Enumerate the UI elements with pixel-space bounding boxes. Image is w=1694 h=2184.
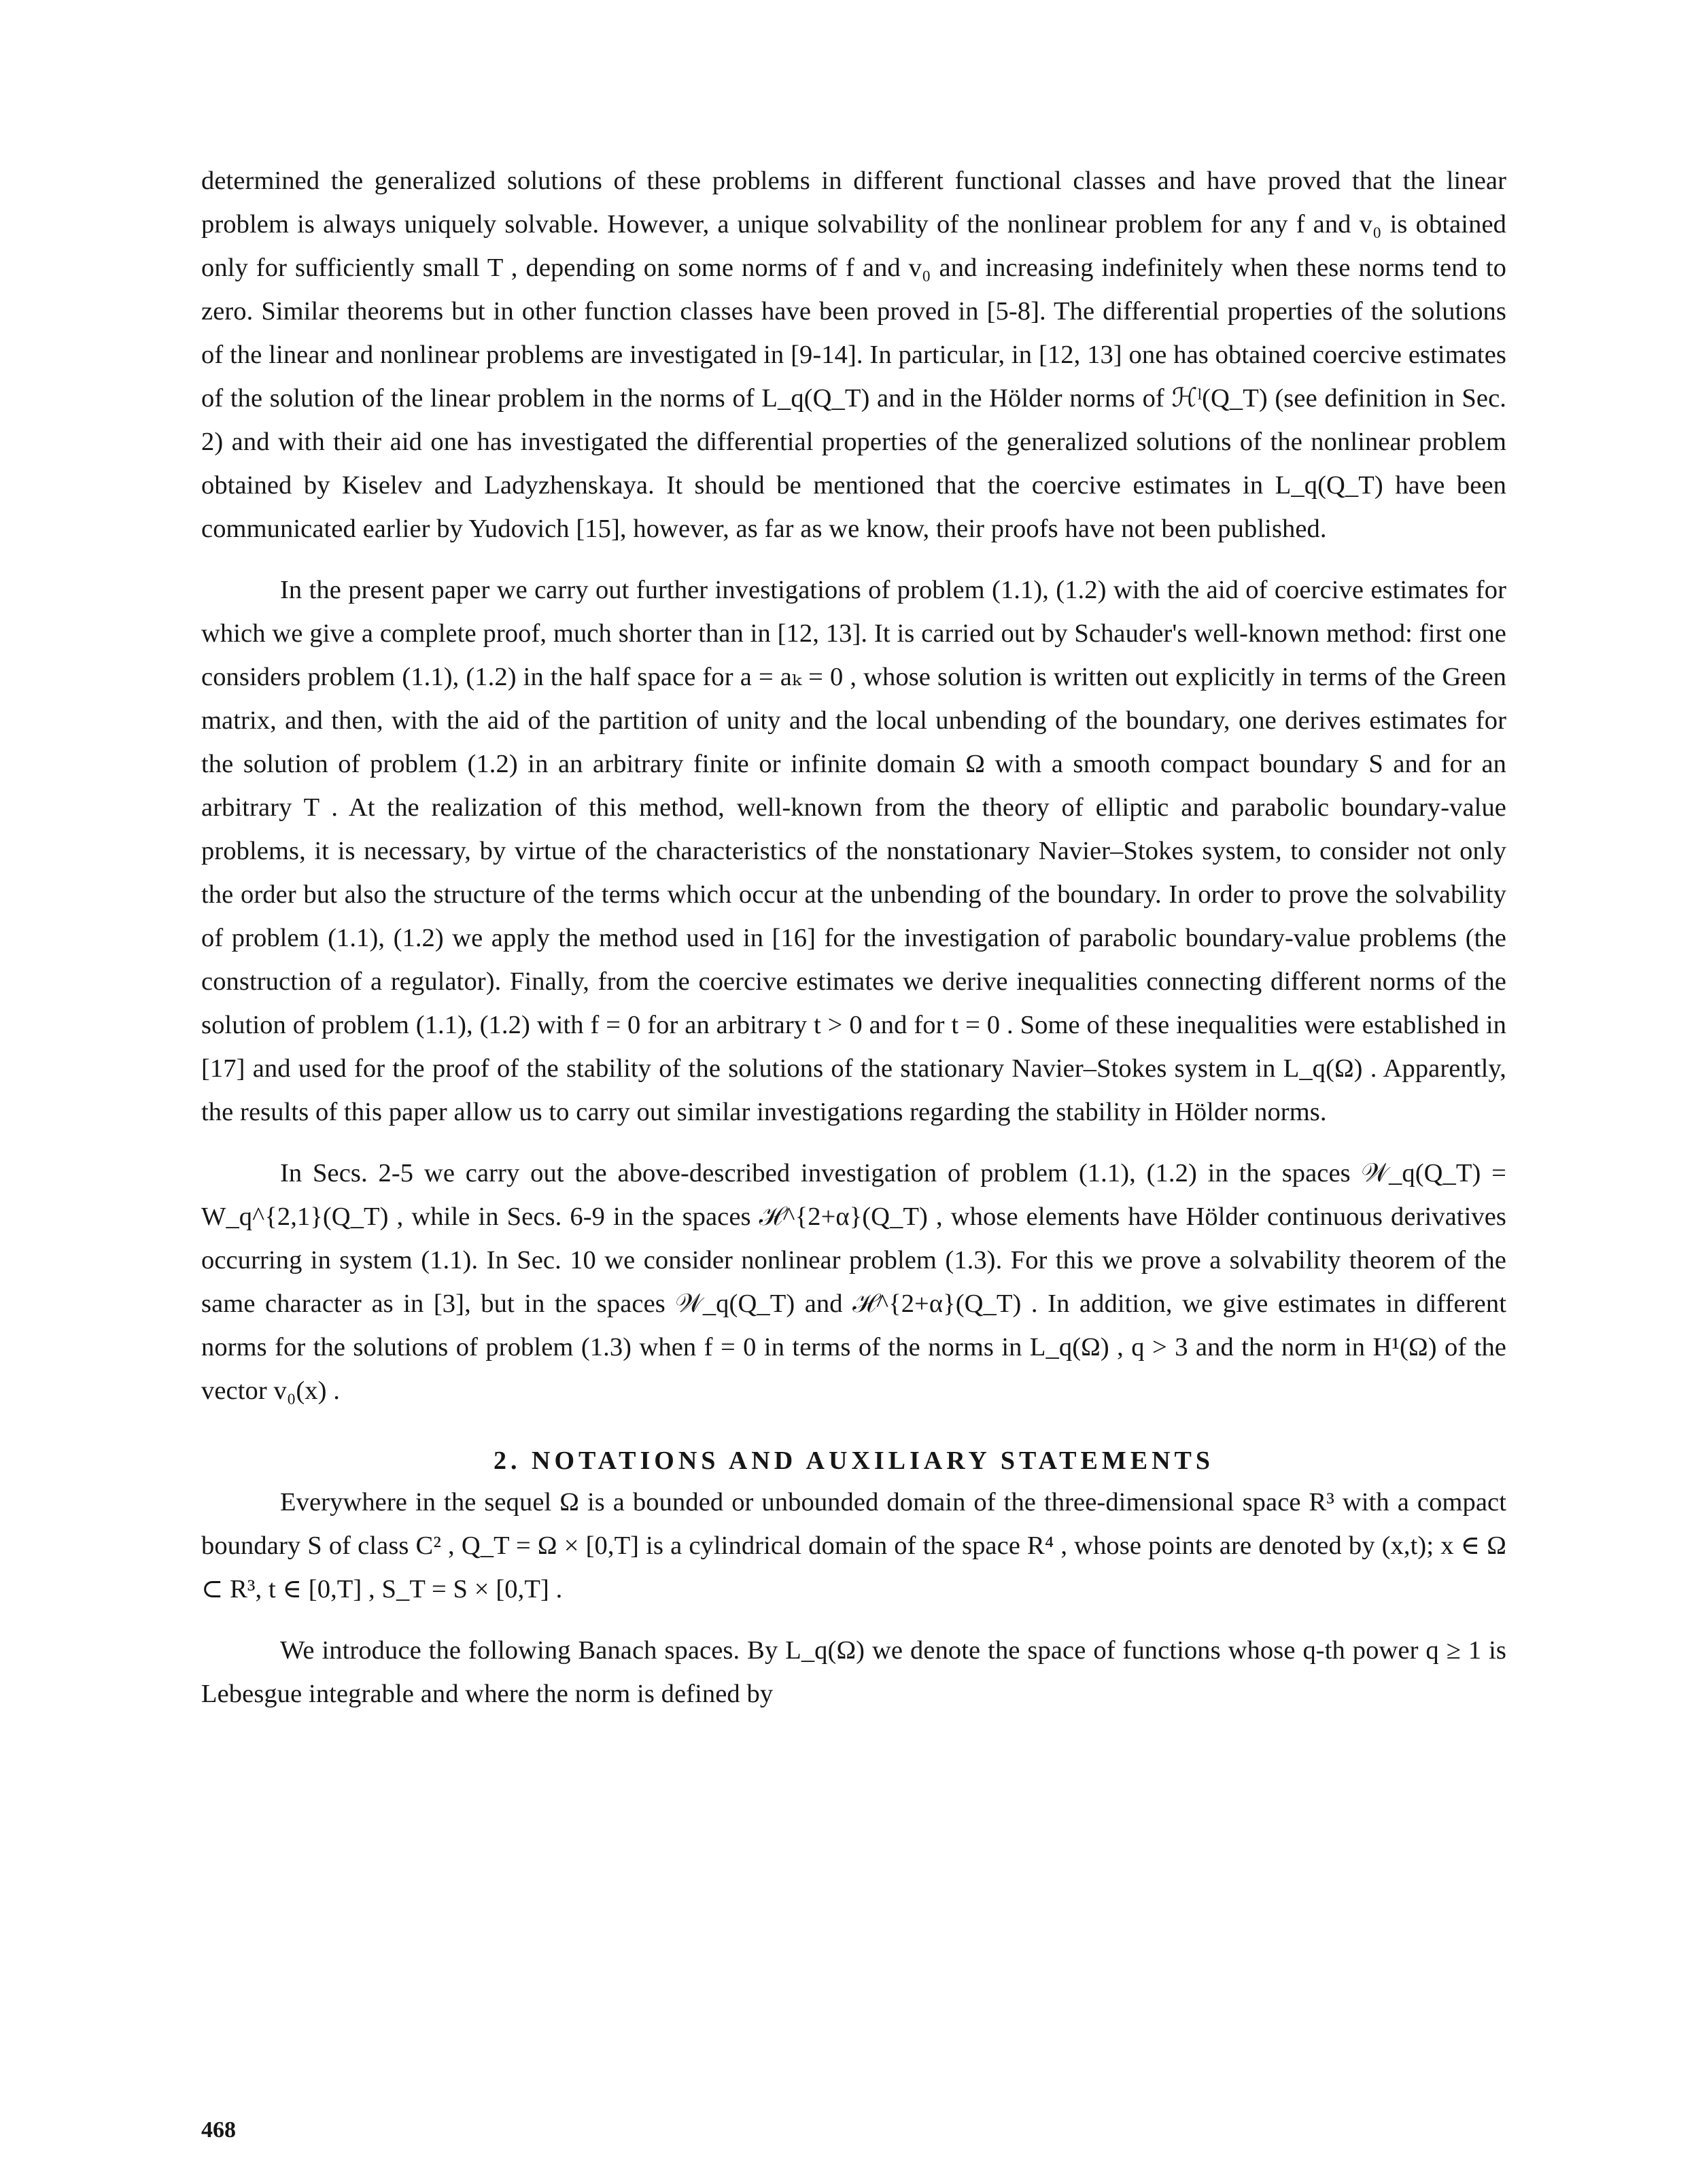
section-paragraph-2: We introduce the following Banach spaces. By L_q(Ω) we denote the space of functions whose q-th power q ≥ 1 is Lebesgue integrable and where the norm is defined by <box>201 1636 1506 1708</box>
paragraph-2: In the present paper we carry out further investigations of problem (1.1), (1.2) with the aid of coercive estimates for which we give a complete proof, much shorter than in [12, 13]. It is carried out by Schauder's well-known method: first one considers problem (1.1), (1.2) in the half space for a = aₖ = 0 , whose solution is written out explicitly in terms of the Green matrix, and then, with the aid of the partition of unity and the local unbending of the boundary, one derives estimates for the solution of problem (1.2) in an arbitrary finite or infinite domain Ω with a smooth compact boundary S and for an arbitrary T . At the realization of this method, well-known from the theory of elliptic and parabolic boundary-value problems, it is necessary, by virtue of the characteristics of the nonstationary Navier–Stokes system, to consider not only the order but also the structure of the terms which occur at the unbending of the boundary. In order to prove the solvability of problem (1.1), (1.2) we apply the method used in [16] for the investigation of parabolic boundary-value problems (the construction of a regulator). Finally, from the coercive estimates we derive inequalities connecting different norms of the solution of problem (1.1), (1.2) with f = 0 for an arbitrary t > 0 and for t = 0 . Some of these inequalities were established in [17] and used for the proof of the stability of the solutions of the stationary Navier–Stokes system in L_q(Ω) . Apparently, the results of this paper allow us to carry out similar investigations regarding the stability in Hölder norms. <box>201 576 1506 1126</box>
section-heading: 2. NOTATIONS AND AUXILIARY STATEMENTS <box>494 1446 1214 1475</box>
paragraph-3: In Secs. 2-5 we carry out the above-described investigation of problem (1.1), (1.2) in the spaces 𝒲_q(Q_T) = W_q^{2,1}(Q_T) , while in Secs. 6-9 in the spaces ℋ^{2+α}(Q_T) , whose elements have Hölder continuous derivatives occurring in system (1.1). In Sec. 10 we consider nonlinear problem (1.3). For this we prove a solvability theorem of the same character as in [3], but in the spaces 𝒲_q(Q_T) and ℋ^{2+α}(Q_T) . In addition, we give estimates in different norms for the solutions of problem (1.3) when f = 0 in terms of the norms in L_q(Ω) , q > 3 and the norm in H¹(Ω) of the vector v₀(x) . <box>201 1159 1506 1405</box>
paragraph-1: determined the generalized solutions of these problems in different functional classes and have proved that the linear problem is always uniquely solvable. However, a unique solvability of the nonlinear problem for any f and v₀ is obtained only for sufficiently small T , depending on some norms of f and v₀ and increasing indefinitely when these norms tend to zero. Similar theorems but in other function classes have been proved in [5-8]. The differential properties of the solutions of the linear and nonlinear problems are investigated in [9-14]. In particular, in [12, 13] one has obtained coercive estimates of the solution of the linear problem in the norms of L_q(Q_T) and in the Hölder norms of ℋˡ(Q_T) (see definition in Sec. 2) and with their aid one has investigated the differential properties of the generalized solutions of the nonlinear problem obtained by Kiselev and Ladyzhenskaya. It should be mentioned that the coercive estimates in L_q(Q_T) have been communicated earlier by Yudovich [15], however, as far as we know, their proofs have not been published. <box>201 167 1506 543</box>
page-body <box>201 159 1506 1716</box>
page-number: 468 <box>201 2117 236 2143</box>
section-paragraph-1: Everywhere in the sequel Ω is a bounded or unbounded domain of the three-dimensional space R³ with a compact boundary S of class C² , Q_T = Ω × [0,T] is a cylindrical domain of the space R⁴ , whose points are denoted by (x,t); x ∈ Ω ⊂ R³, t ∈ [0,T] , S_T = S × [0,T] . <box>201 1488 1506 1604</box>
